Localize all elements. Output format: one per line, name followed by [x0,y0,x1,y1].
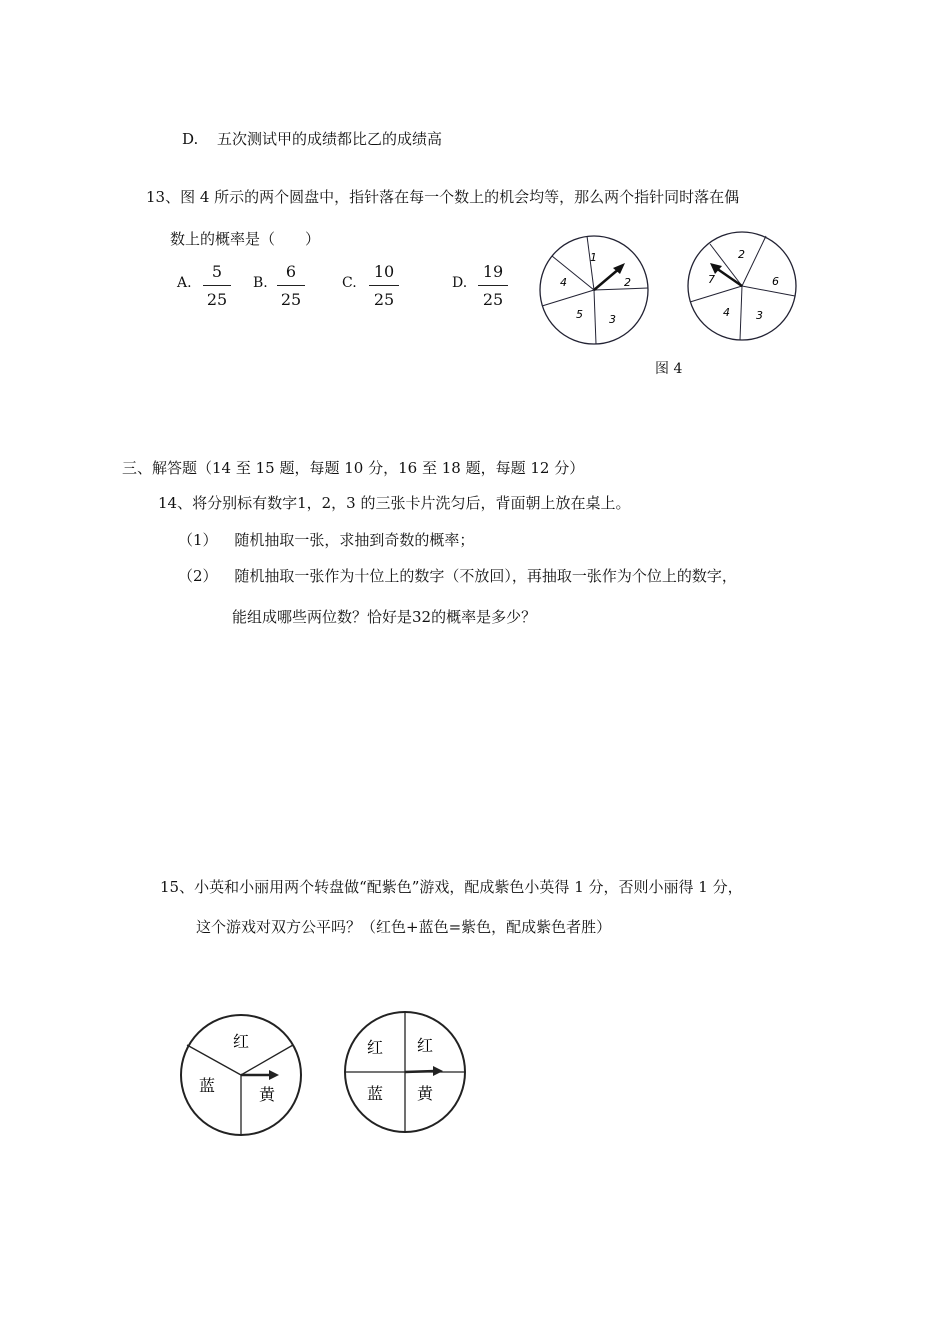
color-spinner-2-label: 红 [417,1036,434,1055]
spinner-2-label: 4 [723,306,730,319]
figure4-caption: 图 4 [655,361,683,377]
spinner-2 [688,232,796,340]
q12-option-d [182,128,442,149]
q13-fraction-c: 10 25 [369,262,399,310]
spinner-2-label: 6 [772,275,779,288]
q15-stem-line2: 这个游戏对双方公平吗？（红色+蓝色=紫色，配成紫色者胜） [196,918,612,936]
spinner-1-label: 5 [576,308,583,321]
q14-part1 [178,529,474,550]
q14-stem: 14、将分别标有数字1，2，3 的三张卡片洗匀后，背面朝上放在桌上。 [158,494,631,512]
color-spinner-1-label: 蓝 [199,1076,216,1095]
color-spinner-1 [181,1015,301,1135]
q13-fraction-b: 6 25 [277,262,305,310]
color-spinner-1-label: 红 [233,1032,250,1051]
q13-option-b: B. [253,275,268,291]
part-text: 随机抽取一张，求抽到奇数的概率； [234,531,475,549]
spinner-2-label: 2 [738,248,745,261]
q14-part2 [178,565,737,586]
color-spinner-2-label: 黄 [417,1084,434,1103]
option-letter: D. [182,130,199,148]
q15-stem-line1: 15、小英和小丽用两个转盘做“配紫色”游戏，配成紫色小英得 1 分，否则小丽得 1 分， [160,878,743,896]
spinner-1-label: 4 [560,276,567,289]
spinner-1-label: 2 [624,276,631,289]
option-text: 五次测试甲的成绩都比乙的成绩高 [217,130,443,148]
color-spinner-2-label: 蓝 [367,1084,384,1103]
q13-option-a: A. [177,275,192,291]
section3-heading: 三、解答题（14 至 15 题，每题 10 分，16 至 18 题，每题 12 分） [122,459,585,477]
spinner-2-label: 3 [756,309,763,322]
q13-stem-line1: 13、图 4 所示的两个圆盘中，指针落在每一个数上的机会均等，那么两个指针同时落在偶 [146,188,740,206]
color-spinner-1-label: 黄 [259,1085,276,1104]
q14-part2-cont: 能组成哪些两位数？恰好是32的概率是多少？ [232,608,537,626]
q13-option-d: D. [452,275,468,291]
q13-fraction-d: 19 25 [478,262,508,310]
color-spinner-2-label: 红 [367,1038,384,1057]
spinner-1 [540,236,648,344]
part-text: 随机抽取一张作为十位上的数字（不放回），再抽取一张作为个位上的数字， [234,567,737,585]
q13-fraction-a: 5 25 [203,262,231,310]
spinner-1-label: 3 [609,313,616,326]
q13-option-c: C. [342,275,357,291]
spinner-1-label: 1 [590,251,597,264]
part-number: （2） [178,567,218,585]
color-spinner-2 [345,1012,465,1132]
spinner-2-label: 7 [708,273,715,286]
q15-spinners [175,1005,475,1140]
figure4-spinners [530,226,810,356]
part-number: （1） [178,531,218,549]
q13-stem-line2: 数上的概率是（ ） [170,230,321,248]
